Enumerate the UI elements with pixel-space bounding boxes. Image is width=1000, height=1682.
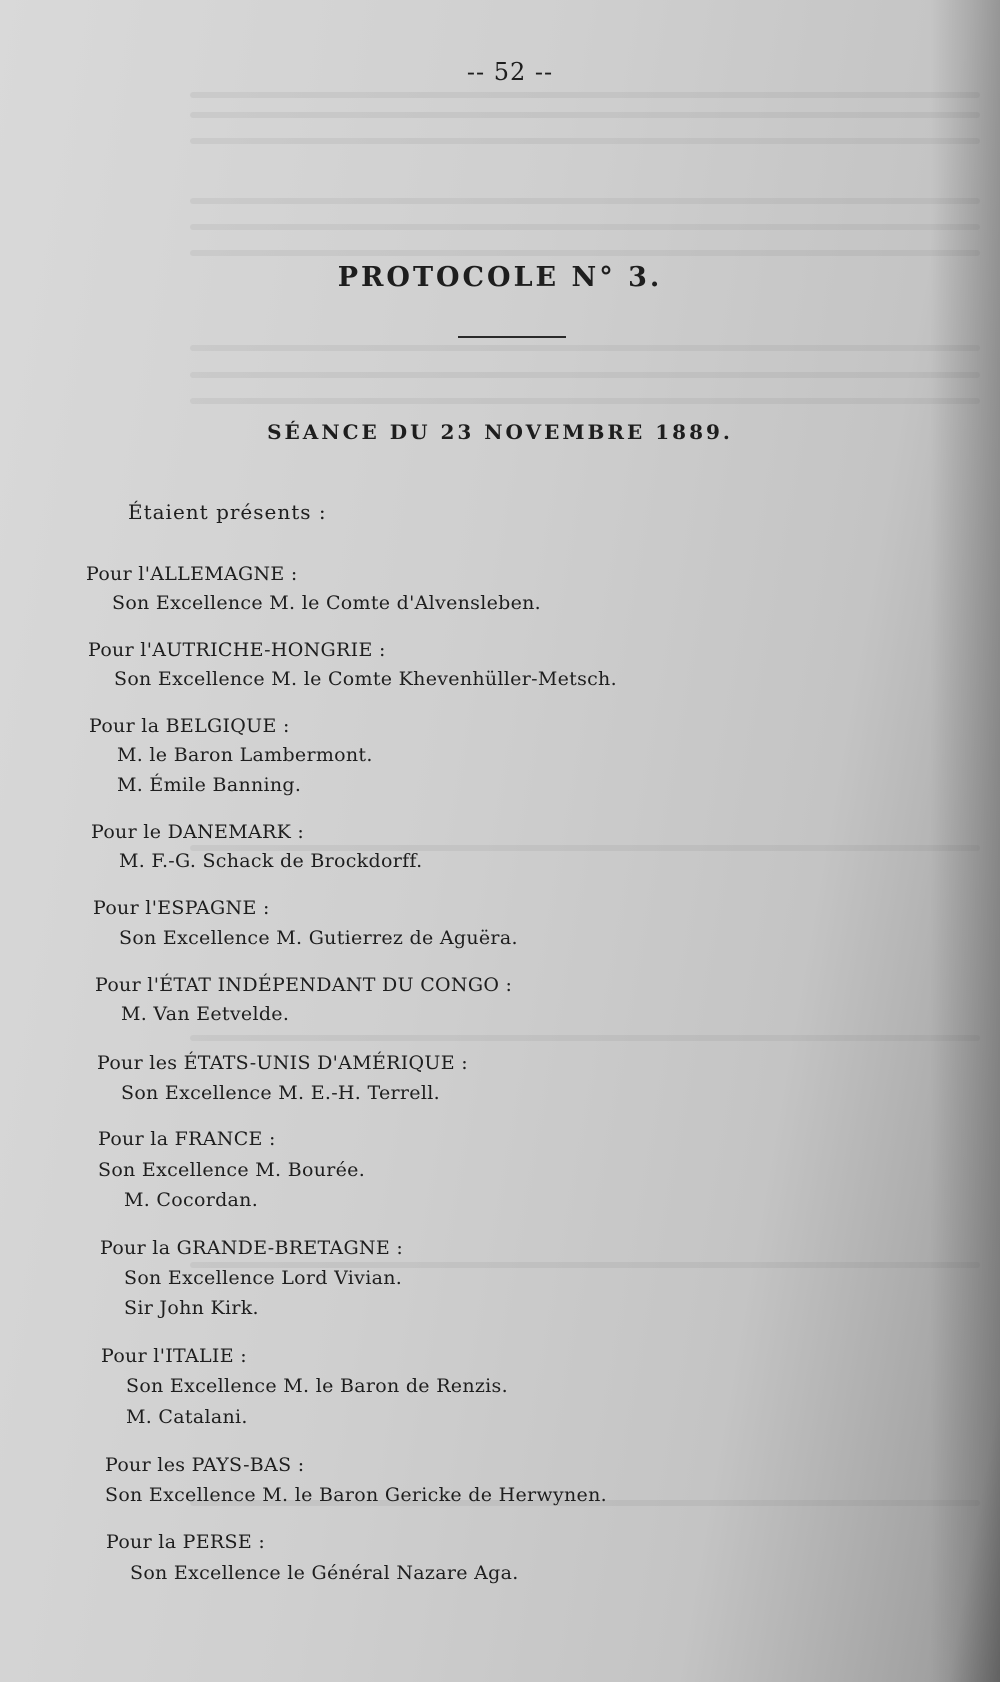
bleed-through-mark (190, 92, 980, 98)
title-rule (458, 336, 566, 338)
session-date-heading: SÉANCE DU 23 NOVEMBRE 1889. (267, 420, 733, 444)
present-label: Étaient présents : (128, 500, 327, 524)
delegation-member: Son Excellence M. le Comte d'Alvensleben. (112, 592, 542, 614)
delegation-member: Son Excellence M. le Baron Gericke de Herwynen. (105, 1484, 607, 1506)
delegation-country: Pour l'ITALIE : (101, 1345, 247, 1367)
delegation-country: Pour les ÉTATS-UNIS D'AMÉRIQUE : (97, 1052, 468, 1074)
delegation-country: Pour l'ESPAGNE : (93, 897, 270, 919)
protocol-title: PROTOCOLE N° 3. (337, 262, 663, 293)
delegation-country: Pour la BELGIQUE : (89, 715, 290, 737)
page-fold-shadow (930, 0, 1000, 1682)
delegation-country: Pour la PERSE : (106, 1531, 266, 1553)
page-number: -- 52 -- (466, 58, 554, 86)
delegation-member: Sir John Kirk. (124, 1297, 259, 1319)
bleed-through-mark (190, 198, 980, 204)
delegation-member: Son Excellence Lord Vivian. (124, 1267, 403, 1289)
bleed-through-mark (190, 138, 980, 144)
delegation-member: Son Excellence M. E.-H. Terrell. (121, 1082, 440, 1104)
delegation-member: M. Catalani. (126, 1406, 248, 1428)
delegation-country: Pour les PAYS-BAS : (105, 1454, 305, 1476)
bleed-through-mark (190, 224, 980, 230)
bleed-through-mark (190, 372, 980, 378)
bleed-through-mark (190, 112, 980, 118)
delegation-member: M. F.-G. Schack de Brockdorff. (119, 850, 423, 872)
delegation-country: Pour l'ALLEMAGNE : (86, 563, 298, 585)
bleed-through-mark (190, 398, 980, 404)
bleed-through-mark (190, 250, 980, 256)
bleed-through-mark (190, 345, 980, 351)
delegation-country: Pour l'ÉTAT INDÉPENDANT DU CONGO : (95, 974, 513, 996)
delegation-member: M. Van Eetvelde. (121, 1003, 290, 1025)
delegation-member: Son Excellence M. Bourée. (98, 1159, 366, 1181)
delegation-member: Son Excellence le Général Nazare Aga. (130, 1562, 519, 1584)
delegation-country: Pour la FRANCE : (98, 1128, 276, 1150)
delegation-member: M. Émile Banning. (117, 774, 302, 796)
delegation-member: Son Excellence M. le Baron de Renzis. (126, 1375, 508, 1397)
delegation-country: Pour l'AUTRICHE-HONGRIE : (88, 639, 386, 661)
bleed-through-mark (190, 1035, 980, 1041)
delegation-member: M. Cocordan. (124, 1189, 259, 1211)
delegation-country: Pour le DANEMARK : (91, 821, 305, 843)
delegation-member: Son Excellence M. Gutierrez de Aguëra. (119, 927, 518, 949)
delegation-member: M. le Baron Lambermont. (117, 744, 373, 766)
delegation-member: Son Excellence M. le Comte Khevenhüller-Metsch. (114, 668, 617, 690)
delegation-country: Pour la GRANDE-BRETAGNE : (100, 1237, 404, 1259)
